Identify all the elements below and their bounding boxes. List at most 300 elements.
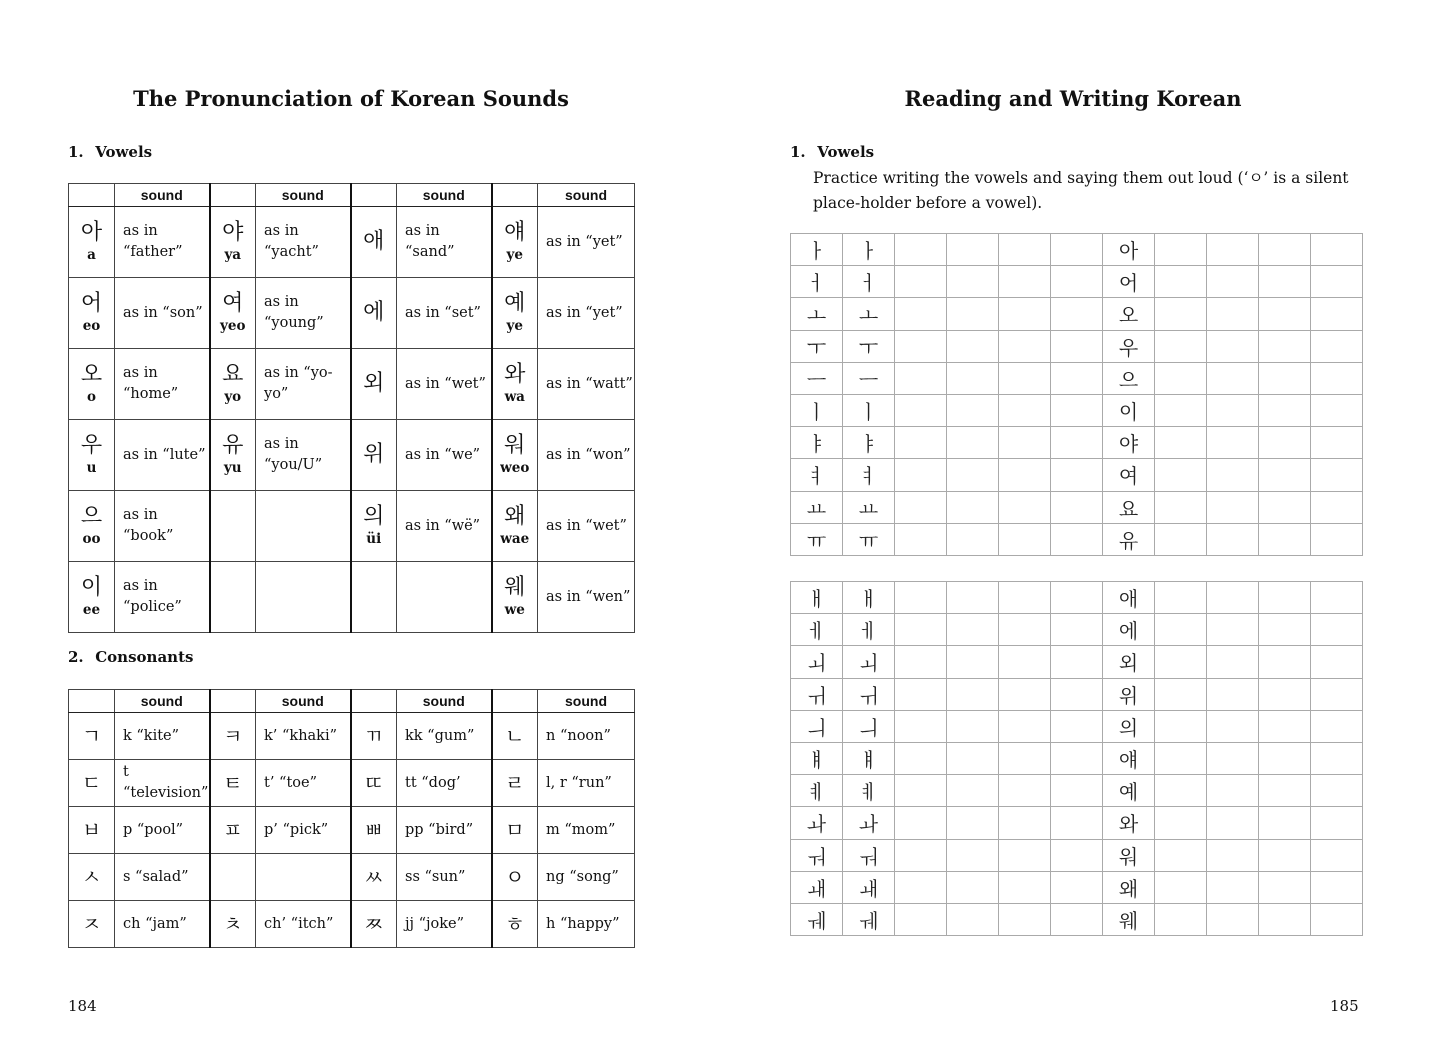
blank-practice-cell[interactable]	[999, 523, 1051, 555]
hangul-character: ㄱ	[81, 724, 102, 748]
blank-practice-cell[interactable]	[1311, 427, 1363, 459]
blank-practice-cell[interactable]	[895, 298, 947, 330]
hangul-character: 에	[363, 300, 385, 325]
blank-practice-cell[interactable]	[895, 266, 947, 298]
vowel-character: ㅜ	[843, 330, 895, 362]
syllable-character: 야	[1103, 427, 1155, 459]
sound-description: as in “yacht”	[256, 207, 351, 278]
vowel-character: ㅡ	[791, 362, 843, 394]
syllable-character: 여	[1103, 459, 1155, 491]
blank-practice-cell[interactable]	[1259, 678, 1311, 710]
blank-practice-cell[interactable]	[1207, 459, 1259, 491]
blank-practice-cell[interactable]	[947, 646, 999, 678]
blank-practice-cell[interactable]	[947, 459, 999, 491]
blank-practice-cell[interactable]	[895, 523, 947, 555]
blank-practice-cell[interactable]	[947, 903, 999, 935]
blank-practice-cell[interactable]	[1155, 742, 1207, 774]
syllable-character: 외	[1103, 646, 1155, 678]
blank-practice-cell[interactable]	[1207, 362, 1259, 394]
grid-row	[791, 807, 1363, 839]
blank-practice-cell[interactable]	[895, 807, 947, 839]
vowel-character: ㅔ	[843, 614, 895, 646]
hangul-character: ㄲ	[364, 724, 384, 748]
romanization: ye	[506, 247, 523, 263]
syllable-character: 요	[1103, 491, 1155, 523]
hangul-cell	[69, 349, 115, 420]
grid-row	[791, 523, 1363, 555]
blank-practice-cell[interactable]	[999, 646, 1051, 678]
hangul-character: 얘	[504, 220, 526, 245]
blank-practice-cell[interactable]	[947, 427, 999, 459]
sound-description: t’ “toe”	[256, 760, 351, 807]
blank-practice-cell[interactable]	[1051, 775, 1103, 807]
blank-practice-cell[interactable]	[1207, 742, 1259, 774]
blank-practice-cell[interactable]	[1259, 871, 1311, 903]
table-row	[69, 807, 635, 854]
header-blank	[492, 184, 538, 207]
vowel-character: ㅡ	[843, 362, 895, 394]
syllable-character: 워	[1103, 839, 1155, 871]
sound-description: as in “father”	[115, 207, 210, 278]
blank-practice-cell[interactable]	[999, 491, 1051, 523]
blank-practice-cell[interactable]	[1259, 903, 1311, 935]
blank-practice-cell[interactable]	[1259, 459, 1311, 491]
blank-practice-cell[interactable]	[1155, 871, 1207, 903]
hangul-cell	[351, 491, 397, 562]
sound-description	[397, 562, 492, 633]
blank-practice-cell[interactable]	[1051, 427, 1103, 459]
syllable-character: 어	[1103, 266, 1155, 298]
blank-practice-cell[interactable]	[895, 614, 947, 646]
blank-practice-cell[interactable]	[1155, 459, 1207, 491]
blank-practice-cell[interactable]	[1207, 582, 1259, 614]
blank-practice-cell[interactable]	[999, 330, 1051, 362]
blank-practice-cell[interactable]	[999, 807, 1051, 839]
hangul-character: 웨	[504, 575, 526, 600]
blank-practice-cell[interactable]	[947, 491, 999, 523]
header-blank	[69, 690, 115, 713]
vowel-character: ㅢ	[791, 710, 843, 742]
hangul-cell	[69, 278, 115, 349]
blank-practice-cell[interactable]	[1311, 614, 1363, 646]
blank-practice-cell[interactable]	[1051, 298, 1103, 330]
blank-practice-cell[interactable]	[1155, 710, 1207, 742]
blank-practice-cell[interactable]	[1155, 775, 1207, 807]
grid-row	[791, 298, 1363, 330]
vowel-character: ㅖ	[843, 775, 895, 807]
grid-row	[791, 839, 1363, 871]
header-blank	[210, 184, 256, 207]
hangul-cell	[351, 807, 397, 854]
blank-practice-cell[interactable]	[1207, 298, 1259, 330]
blank-practice-cell[interactable]	[1207, 646, 1259, 678]
blank-practice-cell[interactable]	[947, 807, 999, 839]
hangul-cell	[351, 854, 397, 901]
blank-practice-cell[interactable]	[1259, 234, 1311, 266]
blank-practice-cell[interactable]	[1311, 266, 1363, 298]
grid-row	[791, 614, 1363, 646]
blank-practice-cell[interactable]	[1311, 775, 1363, 807]
blank-practice-cell[interactable]	[947, 614, 999, 646]
sound-description: as in “book”	[115, 491, 210, 562]
sound-header: sound	[256, 690, 351, 713]
hangul-cell	[492, 901, 538, 948]
vowel-character: ㅚ	[843, 646, 895, 678]
header-blank	[492, 690, 538, 713]
hangul-character: 야	[222, 220, 244, 245]
blank-practice-cell[interactable]	[1155, 678, 1207, 710]
table-row	[69, 278, 635, 349]
blank-practice-cell[interactable]	[1259, 330, 1311, 362]
blank-practice-cell[interactable]	[1207, 266, 1259, 298]
blank-practice-cell[interactable]	[1155, 903, 1207, 935]
hangul-character: 외	[363, 371, 385, 396]
blank-practice-cell[interactable]	[999, 394, 1051, 426]
grid-row	[791, 394, 1363, 426]
blank-practice-cell[interactable]	[999, 427, 1051, 459]
blank-practice-cell[interactable]	[1051, 394, 1103, 426]
sound-description: ng “song”	[538, 854, 635, 901]
blank-practice-cell[interactable]	[895, 459, 947, 491]
vowel-character: ㅕ	[791, 459, 843, 491]
blank-practice-cell[interactable]	[895, 775, 947, 807]
blank-practice-cell[interactable]	[1207, 775, 1259, 807]
hangul-character: ㅂ	[81, 818, 102, 842]
blank-practice-cell[interactable]	[1051, 614, 1103, 646]
blank-practice-cell[interactable]	[895, 427, 947, 459]
blank-practice-cell[interactable]	[947, 362, 999, 394]
sound-description: k “kite”	[115, 713, 210, 760]
blank-practice-cell[interactable]	[1311, 459, 1363, 491]
blank-practice-cell[interactable]	[999, 903, 1051, 935]
blank-practice-cell[interactable]	[1311, 839, 1363, 871]
sound-header: sound	[397, 184, 492, 207]
hangul-character: ㄷ	[81, 771, 102, 795]
hangul-cell	[210, 807, 256, 854]
blank-practice-cell[interactable]	[1155, 362, 1207, 394]
vowel-character: ㅐ	[843, 582, 895, 614]
syllable-character: 얘	[1103, 742, 1155, 774]
blank-practice-cell[interactable]	[947, 710, 999, 742]
blank-practice-cell[interactable]	[1311, 362, 1363, 394]
vowel-character: ㅓ	[791, 266, 843, 298]
blank-practice-cell[interactable]	[1311, 742, 1363, 774]
sound-description: as in “wet”	[538, 491, 635, 562]
blank-practice-cell[interactable]	[947, 582, 999, 614]
blank-practice-cell[interactable]	[1207, 614, 1259, 646]
vowel-character: ㅛ	[843, 491, 895, 523]
blank-practice-cell[interactable]	[999, 678, 1051, 710]
blank-practice-cell[interactable]	[947, 839, 999, 871]
blank-practice-cell[interactable]	[1155, 839, 1207, 871]
vowel-character: ㅗ	[843, 298, 895, 330]
blank-practice-cell[interactable]	[999, 742, 1051, 774]
blank-practice-cell[interactable]	[895, 742, 947, 774]
blank-practice-cell[interactable]	[1259, 266, 1311, 298]
practice-grid-compound-vowels	[790, 581, 1363, 936]
blank-practice-cell[interactable]	[895, 871, 947, 903]
vowel-character: ㅛ	[791, 491, 843, 523]
blank-practice-cell[interactable]	[1259, 427, 1311, 459]
table-row	[69, 760, 635, 807]
blank-practice-cell[interactable]	[1051, 903, 1103, 935]
blank-practice-cell[interactable]	[1051, 491, 1103, 523]
grid-row	[791, 266, 1363, 298]
sound-description: t “television”	[115, 760, 210, 807]
sound-description: as in “watt”	[538, 349, 635, 420]
blank-practice-cell[interactable]	[1259, 646, 1311, 678]
blank-practice-cell[interactable]	[895, 491, 947, 523]
blank-practice-cell[interactable]	[999, 266, 1051, 298]
blank-practice-cell[interactable]	[1051, 646, 1103, 678]
hangul-cell	[492, 207, 538, 278]
blank-practice-cell[interactable]	[1259, 710, 1311, 742]
blank-practice-cell[interactable]	[1207, 710, 1259, 742]
sound-header: sound	[397, 690, 492, 713]
hangul-cell	[69, 420, 115, 491]
hangul-character: 으	[80, 504, 103, 529]
hangul-character: 워	[504, 433, 526, 458]
sound-description: n “noon”	[538, 713, 635, 760]
blank-practice-cell[interactable]	[895, 710, 947, 742]
blank-practice-cell[interactable]	[999, 710, 1051, 742]
romanization: u	[86, 460, 97, 476]
sound-description: as in “son”	[115, 278, 210, 349]
blank-practice-cell[interactable]	[1051, 523, 1103, 555]
blank-practice-cell[interactable]	[947, 394, 999, 426]
blank-practice-cell[interactable]	[895, 362, 947, 394]
blank-practice-cell[interactable]	[1259, 394, 1311, 426]
blank-practice-cell[interactable]	[1259, 362, 1311, 394]
hangul-cell	[492, 807, 538, 854]
hangul-cell	[210, 278, 256, 349]
blank-practice-cell[interactable]	[1155, 330, 1207, 362]
vowel-character: ㅒ	[843, 742, 895, 774]
blank-practice-cell[interactable]	[1259, 582, 1311, 614]
blank-practice-cell[interactable]	[895, 330, 947, 362]
syllable-character: 예	[1103, 775, 1155, 807]
header-blank	[69, 184, 115, 207]
blank-practice-cell[interactable]	[1259, 839, 1311, 871]
hangul-cell	[492, 278, 538, 349]
vowel-character: ㅙ	[791, 871, 843, 903]
blank-practice-cell[interactable]	[1051, 871, 1103, 903]
blank-practice-cell[interactable]	[1155, 582, 1207, 614]
hangul-cell	[492, 420, 538, 491]
hangul-character: 여	[222, 291, 244, 316]
blank-practice-cell[interactable]	[1155, 807, 1207, 839]
hangul-character: ㅇ	[505, 865, 525, 889]
blank-practice-cell[interactable]	[947, 742, 999, 774]
vowel-character: ㅞ	[843, 903, 895, 935]
blank-practice-cell[interactable]	[1155, 234, 1207, 266]
hangul-character: 우	[80, 433, 103, 458]
blank-practice-cell[interactable]	[1311, 523, 1363, 555]
blank-practice-cell[interactable]	[1259, 614, 1311, 646]
blank-practice-cell[interactable]	[947, 298, 999, 330]
sound-description: ss “sun”	[397, 854, 492, 901]
sound-header: sound	[256, 184, 351, 207]
blank-practice-cell[interactable]	[1259, 523, 1311, 555]
vowel-character: ㅚ	[791, 646, 843, 678]
syllable-character: 아	[1103, 234, 1155, 266]
hangul-character: 요	[222, 362, 244, 387]
blank-practice-cell[interactable]	[999, 459, 1051, 491]
hangul-cell	[492, 760, 538, 807]
blank-practice-cell[interactable]	[1155, 298, 1207, 330]
blank-practice-cell[interactable]	[1207, 678, 1259, 710]
blank-practice-cell[interactable]	[1155, 394, 1207, 426]
sound-description: m “mom”	[538, 807, 635, 854]
sound-description: as in “yet”	[538, 278, 635, 349]
blank-practice-cell[interactable]	[1155, 614, 1207, 646]
blank-practice-cell[interactable]	[1259, 491, 1311, 523]
blank-practice-cell[interactable]	[947, 678, 999, 710]
vowel-character: ㅜ	[791, 330, 843, 362]
blank-practice-cell[interactable]	[895, 582, 947, 614]
hangul-cell	[69, 207, 115, 278]
blank-practice-cell[interactable]	[1311, 491, 1363, 523]
hangul-character: 이	[80, 575, 103, 600]
blank-practice-cell[interactable]	[1207, 839, 1259, 871]
syllable-character: 웨	[1103, 903, 1155, 935]
romanization: wae	[500, 531, 530, 547]
section-label: Vowels	[95, 143, 153, 161]
blank-practice-cell[interactable]	[1155, 523, 1207, 555]
blank-practice-cell[interactable]	[895, 646, 947, 678]
blank-practice-cell[interactable]	[1051, 266, 1103, 298]
blank-practice-cell[interactable]	[1207, 807, 1259, 839]
sound-description: as in “home”	[115, 349, 210, 420]
blank-practice-cell[interactable]	[999, 871, 1051, 903]
sound-header: sound	[115, 184, 210, 207]
hangul-cell	[492, 713, 538, 760]
sound-description: ch “jam”	[115, 901, 210, 948]
blank-practice-cell[interactable]	[1051, 330, 1103, 362]
blank-practice-cell[interactable]	[947, 266, 999, 298]
blank-practice-cell[interactable]	[895, 234, 947, 266]
blank-practice-cell[interactable]	[1155, 646, 1207, 678]
sound-description: p “pool”	[115, 807, 210, 854]
blank-practice-cell[interactable]	[999, 582, 1051, 614]
sound-description: as in “we”	[397, 420, 492, 491]
blank-practice-cell[interactable]	[1207, 330, 1259, 362]
blank-practice-cell[interactable]	[999, 234, 1051, 266]
blank-practice-cell[interactable]	[1207, 394, 1259, 426]
table-row	[69, 491, 635, 562]
blank-practice-cell[interactable]	[1207, 903, 1259, 935]
syllable-character: 애	[1103, 582, 1155, 614]
blank-practice-cell[interactable]	[1207, 427, 1259, 459]
blank-practice-cell[interactable]	[1155, 266, 1207, 298]
hangul-cell	[210, 713, 256, 760]
blank-practice-cell[interactable]	[1311, 710, 1363, 742]
hangul-cell	[210, 901, 256, 948]
blank-practice-cell[interactable]	[1259, 807, 1311, 839]
blank-practice-cell[interactable]	[1311, 330, 1363, 362]
blank-practice-cell[interactable]	[1311, 903, 1363, 935]
blank-practice-cell[interactable]	[1207, 491, 1259, 523]
vowel-character: ㅟ	[791, 678, 843, 710]
blank-practice-cell[interactable]	[1051, 710, 1103, 742]
blank-practice-cell[interactable]	[947, 330, 999, 362]
blank-practice-cell[interactable]	[999, 362, 1051, 394]
blank-practice-cell[interactable]	[1207, 523, 1259, 555]
blank-practice-cell[interactable]	[1155, 491, 1207, 523]
blank-practice-cell[interactable]	[1311, 646, 1363, 678]
sound-description: as in “young”	[256, 278, 351, 349]
blank-practice-cell[interactable]	[1259, 775, 1311, 807]
blank-practice-cell[interactable]	[999, 775, 1051, 807]
vowel-character: ㅣ	[791, 394, 843, 426]
sound-description	[256, 854, 351, 901]
blank-practice-cell[interactable]	[1311, 871, 1363, 903]
hangul-character: 오	[80, 362, 103, 387]
vowel-character: ㅐ	[791, 582, 843, 614]
blank-practice-cell[interactable]	[1051, 742, 1103, 774]
hangul-character: 의	[363, 504, 385, 529]
romanization: oo	[82, 531, 101, 547]
blank-practice-cell[interactable]	[947, 871, 999, 903]
blank-practice-cell[interactable]	[1311, 807, 1363, 839]
blank-practice-cell[interactable]	[1051, 582, 1103, 614]
romanization: we	[504, 602, 525, 618]
blank-practice-cell[interactable]	[1051, 234, 1103, 266]
sound-description: as in “wen”	[538, 562, 635, 633]
hangul-character: 위	[363, 442, 385, 467]
blank-practice-cell[interactable]	[895, 394, 947, 426]
blank-practice-cell[interactable]	[1155, 427, 1207, 459]
blank-practice-cell[interactable]	[1311, 394, 1363, 426]
blank-practice-cell[interactable]	[1051, 459, 1103, 491]
blank-practice-cell[interactable]	[999, 839, 1051, 871]
grid-row	[791, 582, 1363, 614]
romanization: üi	[366, 531, 382, 547]
blank-practice-cell[interactable]	[999, 298, 1051, 330]
blank-practice-cell[interactable]	[947, 775, 999, 807]
blank-practice-cell[interactable]	[1311, 234, 1363, 266]
blank-practice-cell[interactable]	[1259, 298, 1311, 330]
blank-practice-cell[interactable]	[895, 839, 947, 871]
sound-description: kk “gum”	[397, 713, 492, 760]
blank-practice-cell[interactable]	[1207, 234, 1259, 266]
blank-practice-cell[interactable]	[1051, 839, 1103, 871]
vowel-character: ㅏ	[843, 234, 895, 266]
sound-description: as in “won”	[538, 420, 635, 491]
blank-practice-cell[interactable]	[999, 614, 1051, 646]
grid-row	[791, 678, 1363, 710]
blank-practice-cell[interactable]	[1207, 871, 1259, 903]
vowel-table	[68, 183, 635, 633]
blank-practice-cell[interactable]	[895, 678, 947, 710]
hangul-cell	[492, 491, 538, 562]
blank-practice-cell[interactable]	[1259, 742, 1311, 774]
blank-practice-cell[interactable]	[1311, 678, 1363, 710]
blank-practice-cell[interactable]	[1311, 298, 1363, 330]
section-label: Vowels	[817, 143, 875, 161]
blank-practice-cell[interactable]	[1051, 807, 1103, 839]
sound-description: jj “joke”	[397, 901, 492, 948]
blank-practice-cell[interactable]	[1051, 362, 1103, 394]
blank-practice-cell[interactable]	[947, 523, 999, 555]
blank-practice-cell[interactable]	[947, 234, 999, 266]
hangul-character: ㅆ	[364, 865, 384, 889]
sound-header: sound	[115, 690, 210, 713]
blank-practice-cell[interactable]	[1051, 678, 1103, 710]
blank-practice-cell[interactable]	[895, 903, 947, 935]
hangul-cell	[210, 349, 256, 420]
blank-practice-cell[interactable]	[1311, 582, 1363, 614]
